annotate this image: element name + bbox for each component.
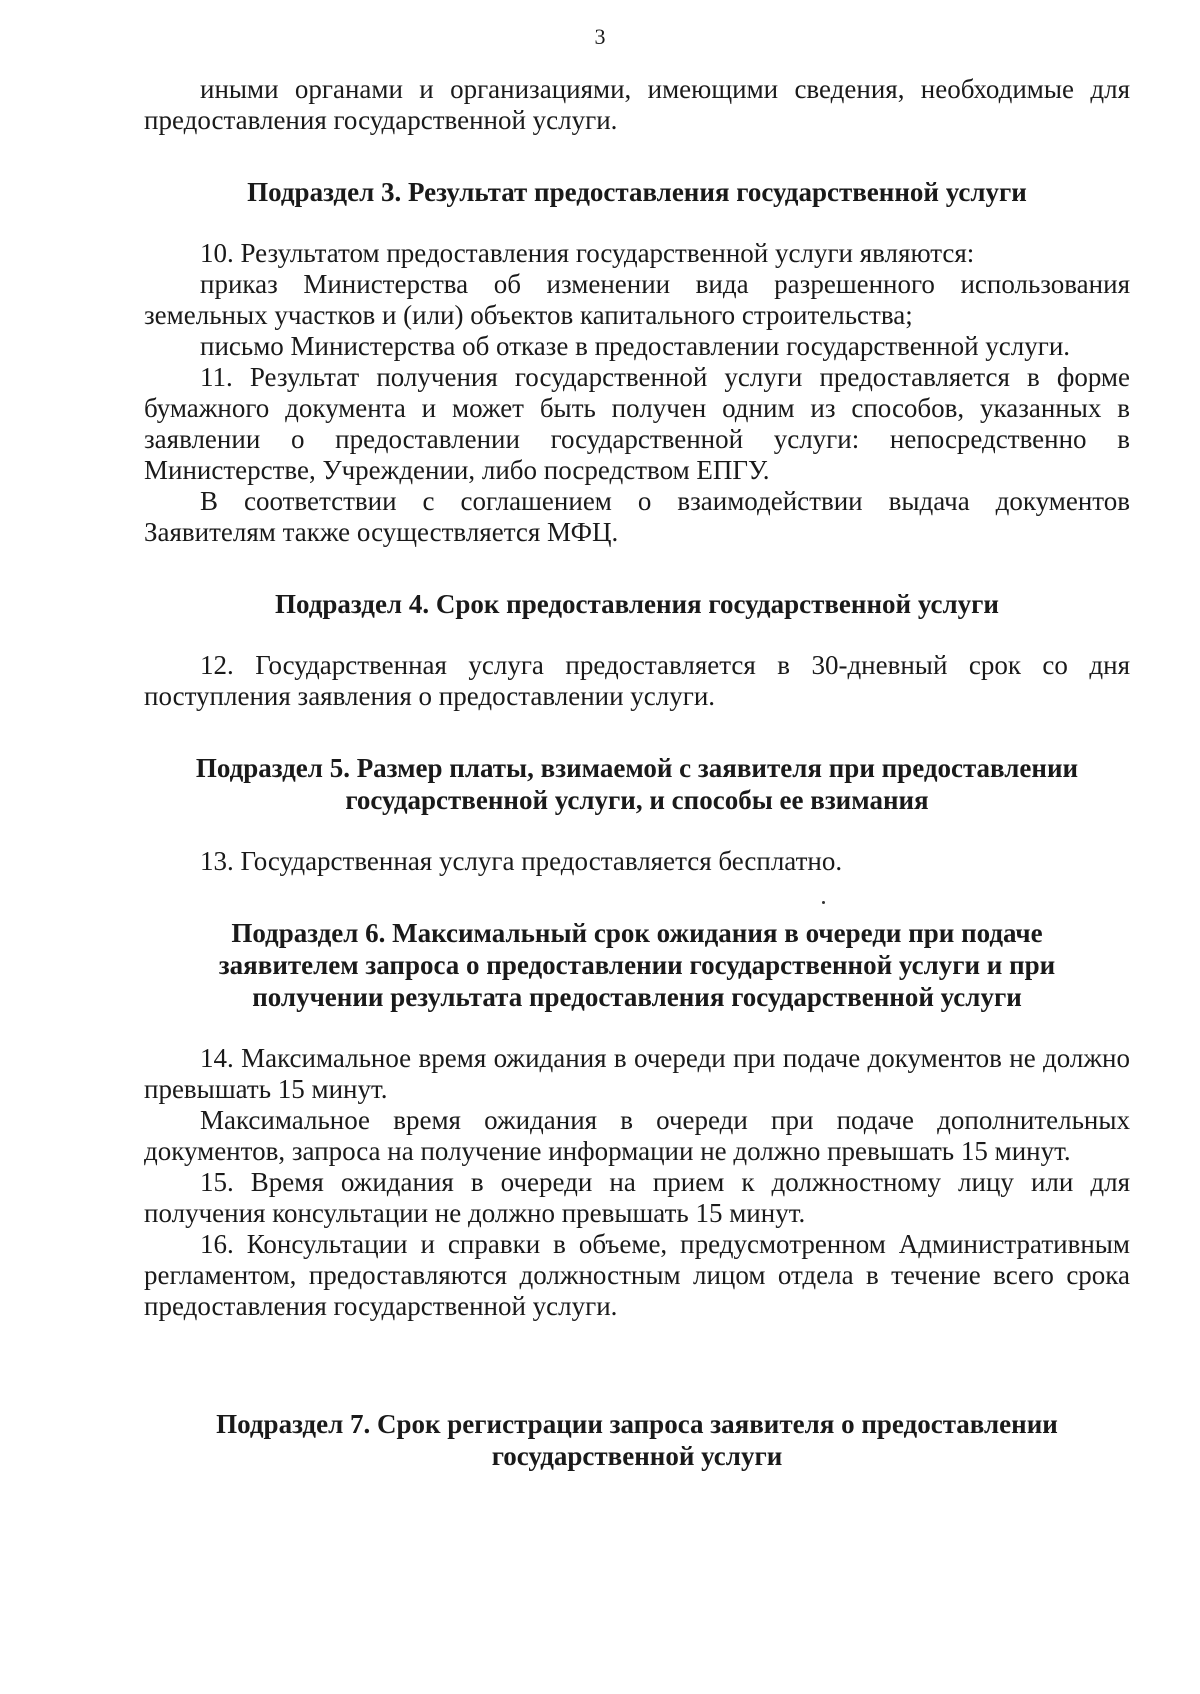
- paragraph-15: 15. Время ожидания в очереди на прием к должностному лицу или для получения консультации не должно превышать 15 минут.: [144, 1167, 1130, 1228]
- paragraph-11: 11. Результат получения государственной услуги предоставляется в форме бумажного документа и может быть получен одним из способов, указанных в заявлении о предоставлении государственной услуги: непосредственно в Министерстве, Учреждении, либо посредством ЕПГУ.: [144, 362, 1130, 485]
- section-3-heading: Подраздел 3. Результат предоставления государственной услуги: [247, 177, 1027, 207]
- paragraph-14: 14. Максимальное время ожидания в очереди при подаче документов не должно превышать 15 минут.: [144, 1043, 1130, 1104]
- scan-speck: [822, 901, 825, 904]
- paragraph-14-extra: Максимальное время ожидания в очереди при подаче дополнительных документов, запроса на получение информации не должно превышать 15 минут.: [144, 1105, 1130, 1166]
- section-4-heading: Подраздел 4. Срок предоставления государственной услуги: [275, 589, 999, 619]
- paragraph-16: 16. Консультации и справки в объеме, предусмотренном Административным регламентом, предоставляются должностным лицом отдела в течение всего срока предоставления государственной услуги.: [144, 1229, 1130, 1321]
- section-5-heading: Подраздел 5. Размер платы, взимаемой с заявителя при предоставлении государственной услуги, и способы ее взимания: [195, 753, 1079, 815]
- paragraph-13: 13. Государственная услуга предоставляется бесплатно.: [200, 846, 843, 876]
- paragraph-12: 12. Государственная услуга предоставляется в 30-дневный срок со дня поступления заявления о предоставлении услуги.: [144, 650, 1130, 711]
- paragraph-10-item-2: письмо Министерства об отказе в предоставлении государственной услуги.: [200, 331, 1071, 361]
- paragraph-10: 10. Результатом предоставления государственной услуги являются:: [200, 238, 975, 268]
- paragraph-10-item-1: приказ Министерства об изменении вида разрешенного использования земельных участков и (или) объектов капитального строительства;: [144, 269, 1130, 330]
- section-7-heading: Подраздел 7. Срок регистрации запроса заявителя о предоставлении государственной услуги: [216, 1409, 1058, 1471]
- section-6-heading: Подраздел 6. Максимальный срок ожидания в очереди при подаче заявителем запроса о предоставлении государственной услуги и при получении результата предоставления государственной услуги: [218, 918, 1056, 1012]
- intro-paragraph: иными органами и организациями, имеющими сведения, необходимые для предоставления государственной услуги.: [144, 74, 1130, 135]
- document-body: [144, 74, 1130, 1472]
- page-number: 3: [594, 24, 606, 49]
- paragraph-11-mfc: В соответствии с соглашением о взаимодействии выдача документов Заявителям также осуществляется МФЦ.: [144, 486, 1130, 547]
